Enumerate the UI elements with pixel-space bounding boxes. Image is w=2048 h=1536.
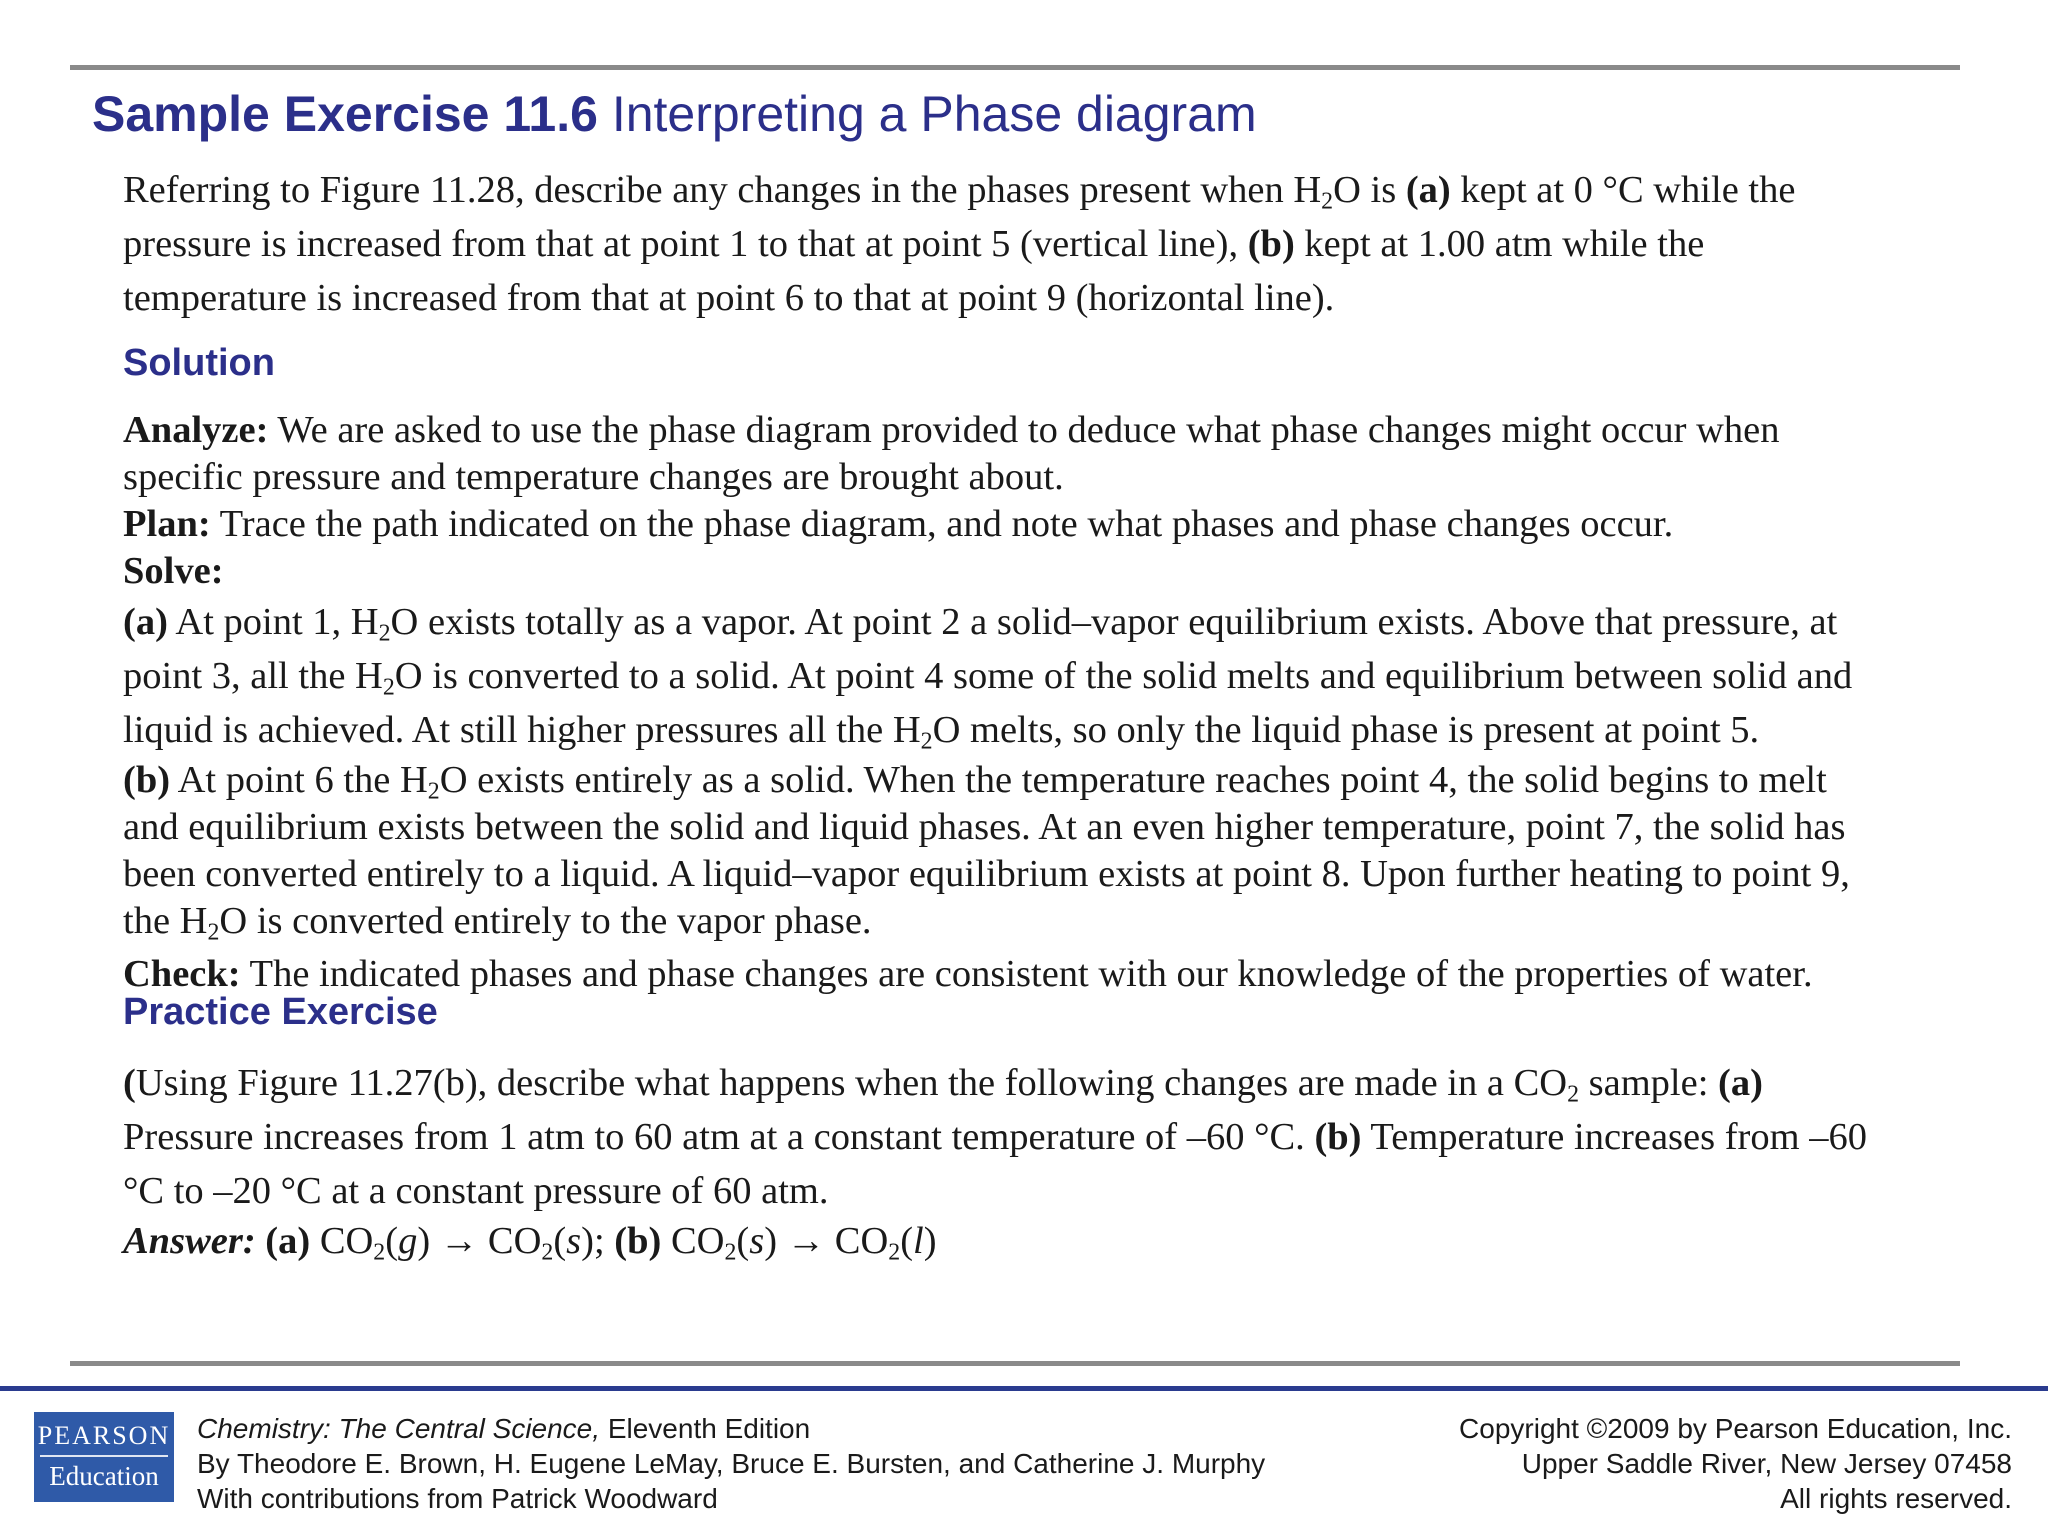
problem-text: kept at 1.00 atm while the temperature is increased from that at point 6 to that at point 9 (horizontal line). xyxy=(123,223,1705,319)
formula: CO xyxy=(661,1220,725,1262)
subscript: 2 xyxy=(724,1239,737,1266)
part-b-label: (b) xyxy=(614,1220,662,1262)
logo-bottom-text: Education xyxy=(49,1461,159,1491)
footer-rights: All rights reserved. xyxy=(1780,1483,2012,1514)
exercise-body xyxy=(123,163,1883,1265)
practice-open-paren: ( xyxy=(123,1062,136,1104)
title-exercise-number: Sample Exercise 11.6 xyxy=(92,86,598,142)
subscript: 2 xyxy=(373,1239,386,1266)
phase-symbol: s xyxy=(749,1220,765,1262)
solve-text: O is converted to a solid. At point 4 some of the solid melts and equilibrium between solid and liquid is achieved. At still higher pressures all the H xyxy=(123,655,1853,751)
solve-text: At point 1, H xyxy=(167,601,379,643)
subscript: 2 xyxy=(541,1239,554,1266)
solve-text: O exists totally as a vapor. At point 2 a solid–vapor equilibrium exists. Above that pressure, at point 3, all the H xyxy=(123,601,1838,697)
solve-text: At point 6 the H xyxy=(170,759,428,801)
solve-part-a xyxy=(123,595,1883,757)
formula: CO xyxy=(310,1220,374,1262)
formula: ) xyxy=(581,1220,594,1262)
subscript: 2 xyxy=(378,620,391,647)
subscript: 2 xyxy=(382,674,395,701)
footer-contributions: With contributions from Patrick Woodward xyxy=(197,1483,718,1514)
problem-statement xyxy=(123,163,1883,325)
page-title xyxy=(92,84,1257,144)
analyze-paragraph xyxy=(123,407,1883,501)
subscript: 2 xyxy=(1321,188,1334,215)
formula: ) xyxy=(923,1220,937,1262)
plan-text: Trace the path indicated on the phase diagram, and note what phases and phase changes occur. xyxy=(210,503,1674,545)
check-text: The indicated phases and phase changes are consistent with our knowledge of the properties of water. xyxy=(240,953,1813,995)
solve-text: O melts, so only the liquid phase is present at point 5. xyxy=(932,709,1760,751)
solution-heading: Solution xyxy=(123,342,275,384)
formula: ) xyxy=(417,1220,431,1262)
footer-address: Upper Saddle River, New Jersey 07458 xyxy=(1521,1448,2012,1479)
formula: ( xyxy=(385,1220,399,1262)
plan-label: Plan: xyxy=(123,503,211,545)
pearson-education-logo xyxy=(34,1412,174,1502)
formula: ) xyxy=(764,1220,778,1262)
logo-top-text: PEARSON xyxy=(37,1421,171,1450)
footer-book-title: Chemistry: The Central Science, xyxy=(197,1413,601,1444)
problem-text: kept at 0 °C while the pressure is increased from that at point 1 to that at point 5 (vertical line), xyxy=(123,169,1796,265)
footer-copyright xyxy=(1459,1411,2012,1516)
footer-edition: Eleventh Edition xyxy=(600,1413,811,1444)
part-a-label: (a) xyxy=(123,601,168,643)
subscript: 2 xyxy=(920,728,933,755)
part-b-label: (b) xyxy=(123,759,171,801)
phase-symbol: l xyxy=(913,1220,924,1262)
phase-symbol: g xyxy=(398,1220,418,1262)
analyze-text: We are asked to use the phase diagram provided to deduce what phase changes might occur when specific pressure and temperature changes are brought about. xyxy=(123,409,1780,498)
subscript: 2 xyxy=(1567,1081,1580,1108)
answer-label: Answer: xyxy=(123,1220,256,1262)
solve-part-b xyxy=(123,757,1883,945)
practice-text: Pressure increases from 1 atm to 60 atm at a constant temperature of –60 °C. xyxy=(123,1116,1315,1158)
solve-text: O is converted entirely to the vapor phase. xyxy=(219,900,872,942)
formula: → CO xyxy=(777,1220,889,1262)
part-a-label: (a) xyxy=(265,1220,311,1262)
formula: ( xyxy=(736,1220,750,1262)
part-a-label: (a) xyxy=(1718,1062,1763,1104)
formula: ; xyxy=(593,1220,615,1262)
subscript: 2 xyxy=(888,1239,901,1266)
solve-text: O exists entirely as a solid. When the temperature reaches point 4, the solid begins to melt and equilibrium exists between the solid and liquid phases. At an even higher temperature, point 7, the solid has been converted entirely to a liquid. A liquid–vapor equilibrium exists at point 8. Upon further heating to point 9, the H xyxy=(123,759,1850,942)
solve-label: Solve: xyxy=(123,550,224,592)
phase-symbol: s xyxy=(566,1220,582,1262)
formula: ( xyxy=(553,1220,567,1262)
formula: ( xyxy=(900,1220,914,1262)
footer-copyright-line: Copyright ©2009 by Pearson Education, Inc. xyxy=(1459,1413,2012,1444)
answer-line xyxy=(123,1218,1883,1265)
problem-text: Referring to Figure 11.28, describe any changes in the phases present when H xyxy=(123,169,1322,211)
problem-text: O is xyxy=(1333,169,1406,211)
practice-text: Using Figure 11.27(b), describe what happens when the following changes are made in a CO xyxy=(135,1062,1568,1104)
title-topic: Interpreting a Phase diagram xyxy=(597,86,1257,142)
solve-paragraph xyxy=(123,548,1883,595)
footer-accent-bar xyxy=(0,1386,2048,1391)
practice-heading: Practice Exercise xyxy=(123,991,438,1033)
footer-book-credits xyxy=(197,1411,1265,1516)
check-label: Check: xyxy=(123,953,241,995)
analyze-label: Analyze: xyxy=(123,409,269,451)
practice-statement xyxy=(123,1056,1883,1218)
footer-authors: By Theodore E. Brown, H. Eugene LeMay, Bruce E. Bursten, and Catherine J. Murphy xyxy=(197,1448,1266,1479)
part-b-label: (b) xyxy=(1247,223,1295,265)
part-b-label: (b) xyxy=(1314,1116,1362,1158)
top-divider xyxy=(70,65,1960,70)
logo-separator xyxy=(40,1455,168,1457)
subscript: 2 xyxy=(427,778,440,805)
footer-book-line xyxy=(197,1411,1265,1446)
formula: → CO xyxy=(430,1220,542,1262)
bottom-divider xyxy=(70,1361,1960,1366)
plan-paragraph xyxy=(123,501,1883,548)
practice-text: Temperature increases from –60 °C to –20 °C at a constant pressure of 60 atm. xyxy=(123,1116,1867,1212)
subscript: 2 xyxy=(207,919,220,946)
practice-text: sample: xyxy=(1579,1062,1719,1104)
part-a-label: (a) xyxy=(1405,169,1451,211)
